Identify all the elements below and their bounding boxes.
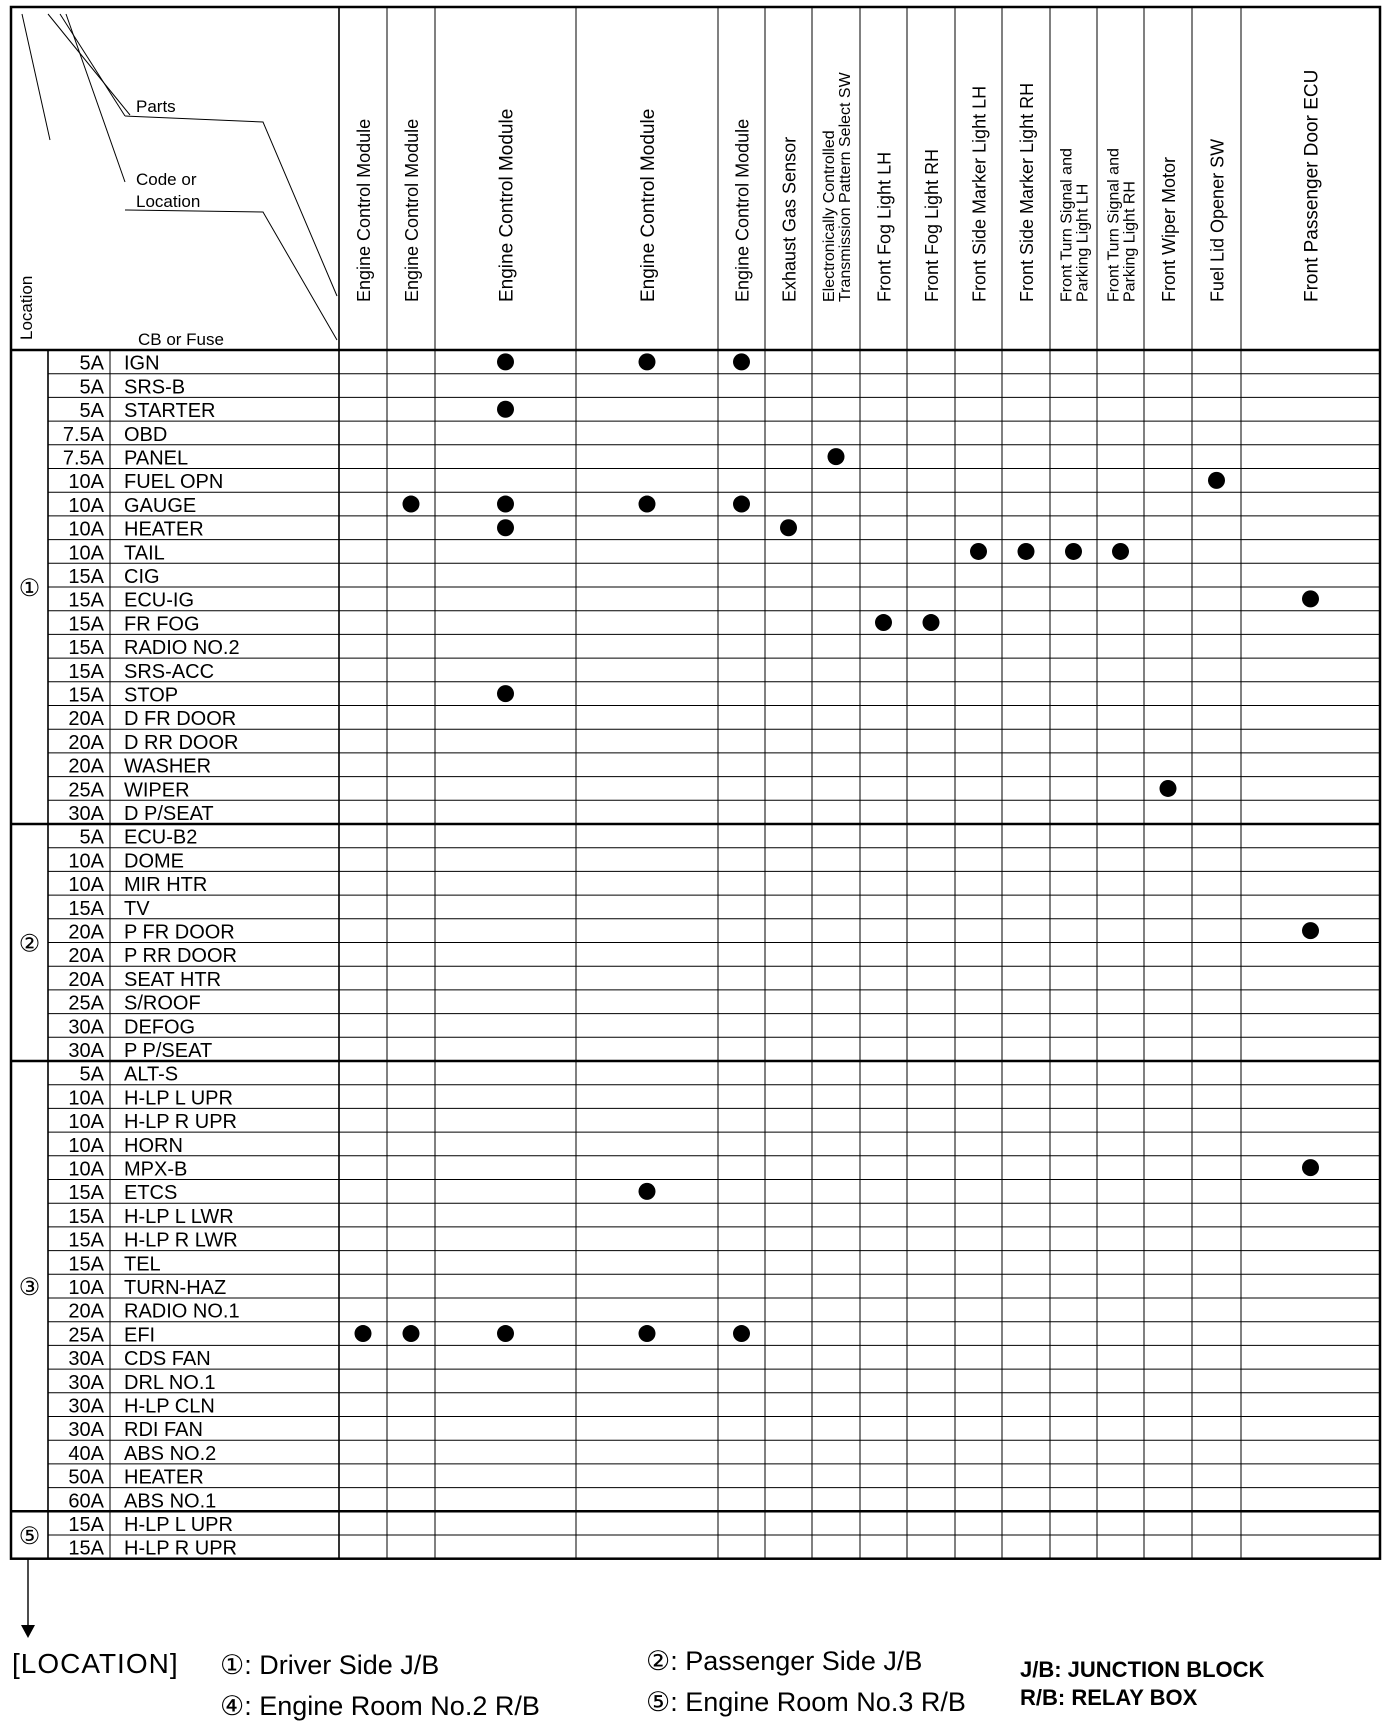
connection-dot: [497, 401, 514, 418]
fuse-name: SRS-ACC: [124, 660, 215, 683]
fuse-name: DRL NO.1: [124, 1371, 216, 1394]
fuse-amperage: 30A: [68, 1040, 104, 1062]
fuse-name: MIR HTR: [124, 874, 208, 897]
fuse-amperage: 15A: [68, 1205, 104, 1228]
fuse-amperage: 15A: [68, 684, 104, 707]
column-header-5: Engine Control Module: [732, 118, 753, 302]
location-symbol: ③: [18, 1274, 41, 1302]
fuse-name: D P/SEAT: [124, 803, 214, 825]
fuse-amperage: 20A: [68, 921, 104, 944]
fuse-amperage: 7.5A: [62, 423, 104, 446]
fuse-amperage: 15A: [68, 660, 104, 683]
connection-dot: [639, 1325, 656, 1342]
legend-item-passenger-side-jb: ②: Passenger Side J/B: [646, 1646, 923, 1676]
fuse-name: D RR DOOR: [124, 731, 239, 754]
connection-dot: [733, 353, 750, 370]
column-header-15: Fuel Lid Opener SW: [1207, 138, 1228, 302]
fuse-amperage: 20A: [68, 968, 104, 991]
fuse-name: EFI: [124, 1324, 156, 1347]
fuse-name: OBD: [124, 423, 168, 446]
column-header-12: Parking Light LH: [1074, 183, 1092, 302]
header-diagonal: [22, 14, 50, 140]
column-header-7: Transmission Pattern Select SW: [837, 72, 854, 302]
connection-dot: [497, 496, 514, 513]
fuse-name: H-LP CLN: [124, 1395, 215, 1418]
fuse-amperage: 15A: [68, 897, 104, 920]
connection-dot: [403, 496, 420, 513]
fuse-amperage: 25A: [68, 1324, 104, 1347]
fuse-name: STARTER: [124, 400, 216, 423]
fuse-amperage: 30A: [68, 1348, 104, 1371]
location-arrow-head: [21, 1625, 35, 1638]
column-header-1: Engine Control Module: [354, 118, 374, 302]
column-header-3: Engine Control Module: [496, 108, 518, 302]
fuse-name: CDS FAN: [124, 1348, 211, 1371]
fuse-name: IGN: [124, 352, 160, 375]
fuse-amperage: 15A: [68, 613, 104, 636]
fuse-amperage: 60A: [68, 1490, 104, 1513]
fuse-name: H-LP L UPR: [124, 1087, 233, 1110]
fuse-name: P FR DOOR: [124, 921, 235, 944]
fuse-name: WASHER: [124, 755, 212, 778]
location-symbol: ⑤: [18, 1523, 41, 1550]
connection-dot: [497, 353, 514, 370]
connection-dot: [639, 1183, 656, 1200]
connection-dot: [639, 353, 656, 370]
connection-dot: [1018, 543, 1035, 560]
connection-dot: [780, 519, 797, 536]
fuse-name: HEATER: [124, 1466, 204, 1489]
fuse-amperage: 5A: [79, 352, 104, 375]
fuse-name: P RR DOOR: [124, 945, 237, 968]
fuse-name: PANEL: [124, 447, 189, 470]
column-header-12: Front Turn Signal and: [1058, 148, 1076, 302]
fuse-amperage: 10A: [68, 542, 104, 565]
fuse-name: SRS-B: [124, 376, 186, 399]
fuse-name: STOP: [124, 684, 179, 707]
fuse-name: FUEL OPN: [124, 471, 224, 494]
fuse-amperage: 30A: [68, 1419, 104, 1442]
connection-dot: [1112, 543, 1129, 560]
fuse-amperage: 15A: [68, 566, 104, 588]
connection-dot: [497, 685, 514, 702]
fuse-amperage: 5A: [79, 376, 104, 399]
connection-dot: [1302, 590, 1319, 607]
header-label-cb-or-fuse: CB or Fuse: [138, 330, 224, 349]
column-header-13: Front Turn Signal and: [1105, 148, 1123, 302]
fuse-amperage: 30A: [68, 1016, 104, 1039]
fuse-name: D FR DOOR: [124, 708, 237, 731]
fuse-name: TV: [124, 897, 150, 920]
column-header-6: Exhaust Gas Sensor: [779, 136, 800, 302]
column-header-11: Front Side Marker Light RH: [1017, 82, 1037, 302]
fuse-amperage: 10A: [68, 1111, 104, 1134]
column-header-8: Front Fog Light LH: [874, 151, 895, 302]
fuse-amperage: 40A: [68, 1442, 104, 1465]
fuse-name: P P/SEAT: [124, 1040, 213, 1062]
fuse-name: S/ROOF: [124, 992, 201, 1015]
connection-dot: [1302, 922, 1319, 939]
legend-title: [LOCATION]: [12, 1648, 179, 1679]
fuse-amperage: 5A: [79, 400, 104, 423]
abbr-junction-block: J/B: JUNCTION BLOCK: [1020, 1657, 1265, 1682]
fuse-name: FR FOG: [124, 613, 200, 636]
connection-dot: [828, 448, 845, 465]
fuse-name: DEFOG: [124, 1016, 196, 1039]
fuse-amperage: 15A: [68, 1253, 104, 1276]
header-label-code-or-location: Location: [136, 192, 201, 211]
legend-item-engine-room-no2-rb: ④: Engine Room No.2 R/B: [220, 1691, 540, 1721]
fuse-amperage: 10A: [68, 1277, 104, 1299]
fuse-name: ALT-S: [124, 1063, 179, 1086]
fuse-amperage: 15A: [68, 1229, 104, 1252]
header-label-location: Location: [17, 275, 36, 340]
header-diagonal: [60, 14, 125, 116]
fuse-amperage: 15A: [68, 637, 104, 660]
fuse-amperage: 10A: [68, 1087, 104, 1110]
abbr-relay-box: R/B: RELAY BOX: [1020, 1685, 1198, 1710]
fuse-amperage: 15A: [68, 1537, 104, 1560]
fuse-name: ABS NO.1: [124, 1490, 217, 1513]
fuse-name: H-LP R UPR: [124, 1537, 237, 1560]
fuse-amperage: 10A: [68, 494, 104, 517]
fuse-name: H-LP L UPR: [124, 1514, 233, 1536]
column-header-2: Engine Control Module: [402, 118, 422, 302]
fuse-amperage: 5A: [79, 826, 104, 849]
header-label-parts: Parts: [136, 97, 176, 116]
header-diagonal: [125, 210, 337, 340]
fuse-amperage: 15A: [68, 1514, 104, 1536]
fuse-name: H-LP L LWR: [124, 1205, 234, 1228]
fuse-name: SEAT HTR: [124, 968, 222, 991]
fuse-name: TAIL: [124, 542, 165, 565]
fuse-name: RADIO NO.1: [124, 1300, 240, 1323]
column-header-9: Front Fog Light RH: [922, 148, 942, 302]
connection-dot: [1160, 780, 1177, 797]
connection-dot: [1208, 472, 1225, 489]
header-diagonal: [48, 14, 130, 115]
connection-dot: [875, 614, 892, 631]
fuse-amperage: 15A: [68, 589, 104, 612]
fuse-name: TURN-HAZ: [124, 1277, 227, 1299]
fuse-amperage: 20A: [68, 708, 104, 731]
fuse-name: CIG: [124, 566, 160, 588]
fuse-amperage: 30A: [68, 803, 104, 825]
fuse-amperage: 10A: [68, 518, 104, 541]
connection-dot: [970, 543, 987, 560]
fuse-name: RADIO NO.2: [124, 637, 240, 660]
connection-dot: [1302, 1159, 1319, 1176]
fuse-name: WIPER: [124, 779, 190, 802]
column-header-14: Front Wiper Motor: [1159, 156, 1179, 302]
connection-dot: [1065, 543, 1082, 560]
column-header-10: Front Side Marker Light LH: [969, 85, 990, 302]
legend-item-engine-room-no3-rb: ⑤: Engine Room No.3 R/B: [646, 1687, 966, 1717]
fuse-amperage: 20A: [68, 755, 104, 778]
location-symbol: ②: [18, 930, 41, 958]
connection-dot: [639, 496, 656, 513]
fuse-amperage: 10A: [68, 874, 104, 897]
connection-dot: [733, 1325, 750, 1342]
header-label-code-or-location: Code or: [136, 170, 197, 189]
fuse-name: ECU-IG: [124, 589, 194, 612]
fuse-name: H-LP R UPR: [124, 1111, 237, 1134]
column-header-13: Parking Light RH: [1121, 181, 1139, 302]
column-header-7: Electronically Controlled: [821, 130, 838, 302]
legend-item-driver-side-jb: ①: Driver Side J/B: [220, 1650, 440, 1680]
fuse-name: H-LP R LWR: [124, 1229, 238, 1252]
connection-dot: [403, 1325, 420, 1342]
fuse-amperage: 25A: [68, 992, 104, 1015]
fuse-name: TEL: [124, 1253, 161, 1276]
fuse-amperage: 20A: [68, 1300, 104, 1323]
column-header-4: Engine Control Module: [638, 108, 659, 302]
location-symbol: ①: [18, 575, 41, 602]
fuse-amperage: 20A: [68, 731, 104, 754]
fuse-amperage: 25A: [68, 779, 104, 802]
connection-dot: [923, 614, 940, 631]
fuse-amperage: 5A: [79, 1063, 104, 1086]
fuse-amperage: 30A: [68, 1395, 104, 1418]
fuse-name: MPX-B: [124, 1158, 188, 1181]
fuse-name: HORN: [124, 1134, 183, 1157]
connection-dot: [733, 496, 750, 513]
fuse-amperage: 10A: [68, 850, 104, 873]
fuse-amperage: 7.5A: [62, 447, 104, 470]
fuse-amperage: 10A: [68, 1158, 104, 1181]
fuse-amperage: 20A: [68, 945, 104, 968]
connection-dot: [497, 519, 514, 536]
fuse-amperage: 15A: [68, 1182, 104, 1205]
fuse-amperage: 50A: [68, 1466, 104, 1489]
fuse-amperage: 10A: [68, 471, 104, 494]
connection-dot: [355, 1325, 372, 1342]
connection-dot: [497, 1325, 514, 1342]
fuse-amperage: 10A: [68, 1134, 104, 1157]
fuse-name: ETCS: [124, 1182, 178, 1205]
fuse-name: ECU-B2: [124, 826, 198, 849]
fuse-name: RDI FAN: [124, 1419, 203, 1442]
column-header-16: Front Passenger Door ECU: [1301, 69, 1323, 302]
fuse-name: GAUGE: [124, 494, 197, 517]
fuse-amperage: 30A: [68, 1371, 104, 1394]
fuse-name: HEATER: [124, 518, 204, 541]
fuse-name: ABS NO.2: [124, 1442, 217, 1465]
fuse-name: DOME: [124, 850, 184, 873]
